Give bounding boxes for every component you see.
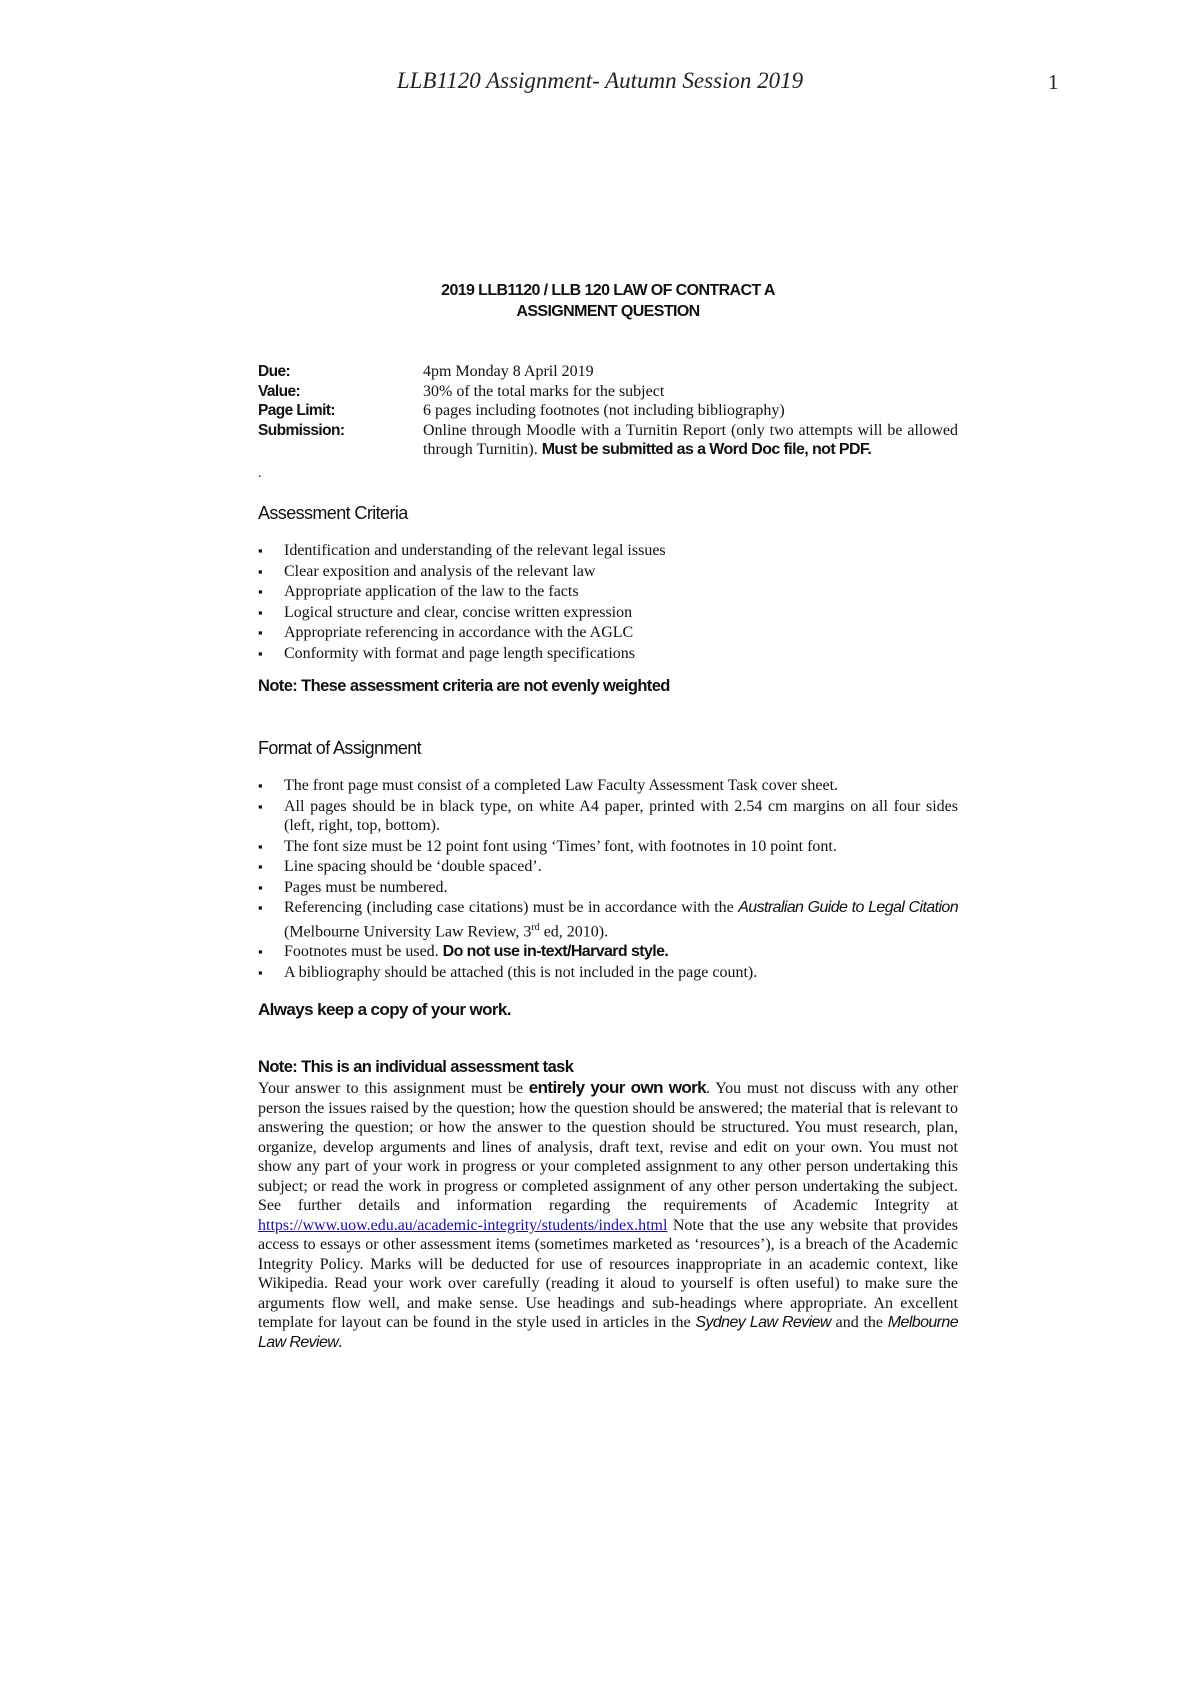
assignment-details [258, 362, 958, 481]
journal-title: Melbourne Law Review [258, 1314, 958, 1351]
list-item: ▪ Conformity with format and page length specifications [258, 644, 958, 664]
academic-integrity-link[interactable]: https://www.uow.edu.au/academic-integrity/students/index.html [258, 1216, 668, 1234]
running-header: LLB1120 Assignment- Autumn Session 2019 [396, 68, 804, 93]
format-heading: Format of Assignment [258, 737, 422, 758]
list-item: ▪ A bibliography should be attached (this is not included in the page count). [258, 963, 958, 983]
list-item: ▪ Appropriate referencing in accordance with the AGLC [258, 623, 958, 643]
list-item: ▪ All pages should be in black type, on white A4 paper, printed with 2.54 cm margins on all four sides (left, right, top, bottom). [258, 797, 958, 836]
list-item-referencing [258, 898, 958, 941]
aglc-title: Australian Guide to Legal Citation [738, 899, 959, 916]
list-item: ▪ Identification and understanding of the relevant legal issues [258, 541, 958, 561]
submission-label: Submission: [258, 421, 345, 439]
paragraph-text: Your answer to this assignment must be [258, 1080, 529, 1098]
value-value: 30% of the total marks for the subject [423, 382, 665, 400]
list-item: ▪ Line spacing should be ‘double spaced’. [258, 857, 958, 877]
title-line-1: 2019 LLB1120 / LLB 120 LAW OF CONTRACT A [441, 282, 775, 299]
list-item: ▪ Clear exposition and analysis of the relevant law [258, 562, 958, 582]
own-work-emphasis: entirely your own work [528, 1078, 707, 1098]
list-item-footnotes [258, 942, 958, 962]
submission-text: Online through Moodle with a Turnitin Report (only two attempts will be allowed through Turnitin). [423, 421, 958, 458]
submission-emphasis: Must be submitted as a Word Doc file, not PDF. [541, 441, 872, 458]
criteria-list [258, 541, 958, 663]
journal-title: Sydney Law Review [695, 1314, 831, 1332]
due-row [258, 362, 958, 382]
individual-task-paragraph [258, 1078, 958, 1352]
referencing-year: ed, 2010). [539, 922, 609, 940]
list-item: ▪ The front page must consist of a completed Law Faculty Assessment Task cover sheet. [258, 776, 958, 796]
criteria-note: Note: These assessment criteria are not evenly weighted [258, 677, 670, 695]
keep-copy-note: Always keep a copy of your work. [258, 1000, 511, 1020]
footnotes-text: Footnotes must be used. [284, 943, 443, 961]
page-number: 1 [1048, 70, 1059, 94]
list-item: ▪ Pages must be numbered. [258, 878, 958, 898]
submission-value [423, 421, 958, 460]
page-limit-row [258, 401, 958, 421]
list-item: ▪ Logical structure and clear, concise written expression [258, 603, 958, 623]
assessment-criteria-heading: Assessment Criteria [258, 502, 408, 523]
document-title [258, 280, 958, 322]
value-label: Value: [258, 382, 301, 400]
paragraph-text: . [338, 1333, 343, 1351]
submission-row [258, 421, 958, 460]
format-list [258, 776, 958, 982]
individual-task-heading: Note: This is an individual assessment task [258, 1057, 574, 1076]
list-item: ▪ Appropriate application of the law to the facts [258, 582, 958, 602]
stray-dot: . [258, 465, 262, 481]
document-body [258, 280, 958, 1352]
paragraph-text: Note that the use any website that provides access to essays or other assessment items (sometimes marketed as ‘resources’), is a breach of the Academic Integrity Policy. Marks will be deducted for use of resources inappropriate in an academic context, like Wikipedia. Read your work over carefully (reading it aloud to yourself is often useful) to make sure the arguments flow well, and make sense. Use headings and sub-headings where appropriate. An excellent template for layout can be found in the style used in articles in the [258, 1216, 958, 1332]
referencing-text: Referencing (including case citations) must be in accordance with the [284, 899, 739, 916]
referencing-details: (Melbourne University Law Review, 3 [284, 922, 532, 940]
paragraph-text: . You must not discuss with any other person the issues raised by the question; how the question should be answered; the material that is relevant to answering the question; or how the answer to the question should be structured. You must research, plan, organize, develop arguments and lines of analysis, draft text, revise and edit on your own. You must not show any part of your work in progress or your completed assignment to any other person undertaking this subject; or read the work in progress or completed assignment of any other person undertaking the subject. See further details and information regarding the requirements of Academic Integrity at [258, 1080, 958, 1215]
page-limit-value: 6 pages including footnotes (not including bibliography) [423, 402, 785, 419]
paragraph-text: and the [830, 1314, 888, 1332]
page-limit-label: Page Limit: [258, 402, 335, 419]
list-item: ▪ The font size must be 12 point font using ‘Times’ font, with footnotes in 10 point font. [258, 837, 958, 857]
value-row [258, 382, 958, 402]
edition-superscript: rd [531, 921, 540, 933]
footnotes-emphasis: Do not use in-text/Harvard style. [442, 943, 669, 961]
due-label: Due: [258, 363, 291, 380]
title-line-2: ASSIGNMENT QUESTION [516, 303, 700, 320]
due-value: 4pm Monday 8 April 2019 [423, 363, 594, 380]
